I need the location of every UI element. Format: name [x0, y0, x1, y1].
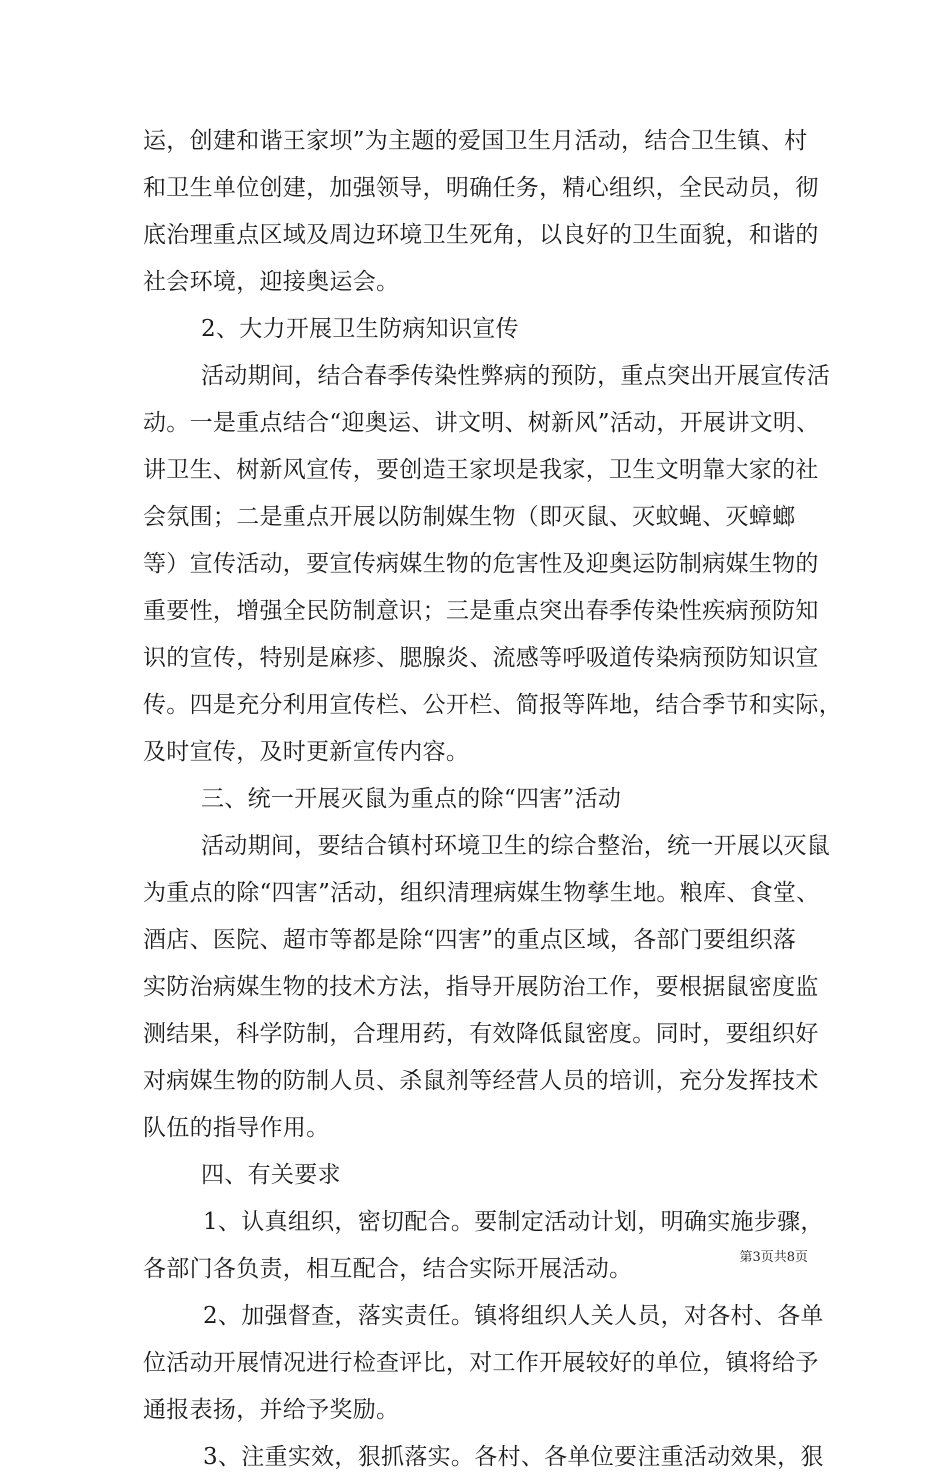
section-heading: 2、大力开展卫生防病知识宣传	[201, 316, 519, 342]
text-line: 运，创建和谐王家坝”为主题的爱国卫生月活动，结合卫生镇、村	[143, 128, 808, 154]
text-line: 重要性，增强全民防制意识；三是重点突出春季传染性疾病预防知	[143, 598, 819, 624]
text-line: 传。四是充分利用宣传栏、公开栏、简报等阵地，结合季节和实际，	[143, 692, 842, 718]
paragraph-first-line: 3、注重实效，狠抓落实。各村、各单位要注重活动效果，狠	[203, 1444, 824, 1470]
paragraph-first-line: 1、认真组织，密切配合。要制定活动计划，明确实施步骤，	[203, 1209, 824, 1235]
text-line: 底治理重点区域及周边环境卫生死角，以良好的卫生面貌，和谐的	[143, 222, 819, 248]
text-line: 位活动开展情况进行检查评比，对工作开展较好的单位，镇将给予	[143, 1350, 819, 1376]
text-line: 为重点的除“四害”活动，组织清理病媒生物孳生地。粮库、食堂、	[143, 880, 820, 906]
text-line: 讲卫生、树新风宣传，要创造王家坝是我家，卫生文明靠大家的社	[143, 457, 819, 483]
text-line: 社会环境，迎接奥运会。	[143, 269, 400, 295]
text-line: 对病媒生物的防制人员、杀鼠剂等经营人员的培训，充分发挥技术	[143, 1068, 819, 1094]
text-line: 等）宣传活动，要宣传病媒生物的危害性及迎奥运防制病媒生物的	[143, 551, 819, 577]
text-line: 识的宣传，特别是麻疹、腮腺炎、流感等呼吸道传染病预防知识宣	[143, 645, 819, 671]
text-line: 实防治病媒生物的技术方法，指导开展防治工作，要根据鼠密度监	[143, 974, 819, 1000]
text-line: 测结果，科学防制，合理用药，有效降低鼠密度。同时，要组织好	[143, 1021, 819, 1047]
paragraph-first-line: 2、加强督查，落实责任。镇将组织人关人员，对各村、各单	[203, 1303, 824, 1329]
document-body	[143, 118, 842, 1481]
paragraph-first-line: 活动期间，要结合镇村环境卫生的综合整治，统一开展以灭鼠	[201, 833, 831, 859]
page-number: 第3页共8页	[739, 1250, 808, 1265]
paragraph-first-line: 活动期间，结合春季传染性弊病的预防，重点突出开展宣传活	[201, 363, 831, 389]
section-heading: 三、统一开展灭鼠为重点的除“四害”活动	[201, 786, 622, 812]
text-line: 酒店、医院、超市等都是除“四害”的重点区域，各部门要组织落	[143, 927, 797, 953]
text-line: 会氛围；二是重点开展以防制媒生物（即灭鼠、灭蚊蝇、灭蟑螂	[143, 504, 796, 530]
text-line: 通报表扬，并给予奖励。	[143, 1397, 400, 1423]
text-line: 和卫生单位创建，加强领导，明确任务，精心组织，全民动员，彻	[143, 175, 819, 201]
section-heading: 四、有关要求	[201, 1162, 341, 1188]
text-line: 各部门各负责，相互配合，结合实际开展活动。	[143, 1256, 633, 1282]
text-line: 动。一是重点结合“迎奥运、讲文明、树新风”活动，开展讲文明、	[143, 410, 820, 436]
text-line: 及时宣传，及时更新宣传内容。	[143, 739, 470, 765]
text-line: 队伍的指导作用。	[143, 1115, 330, 1141]
